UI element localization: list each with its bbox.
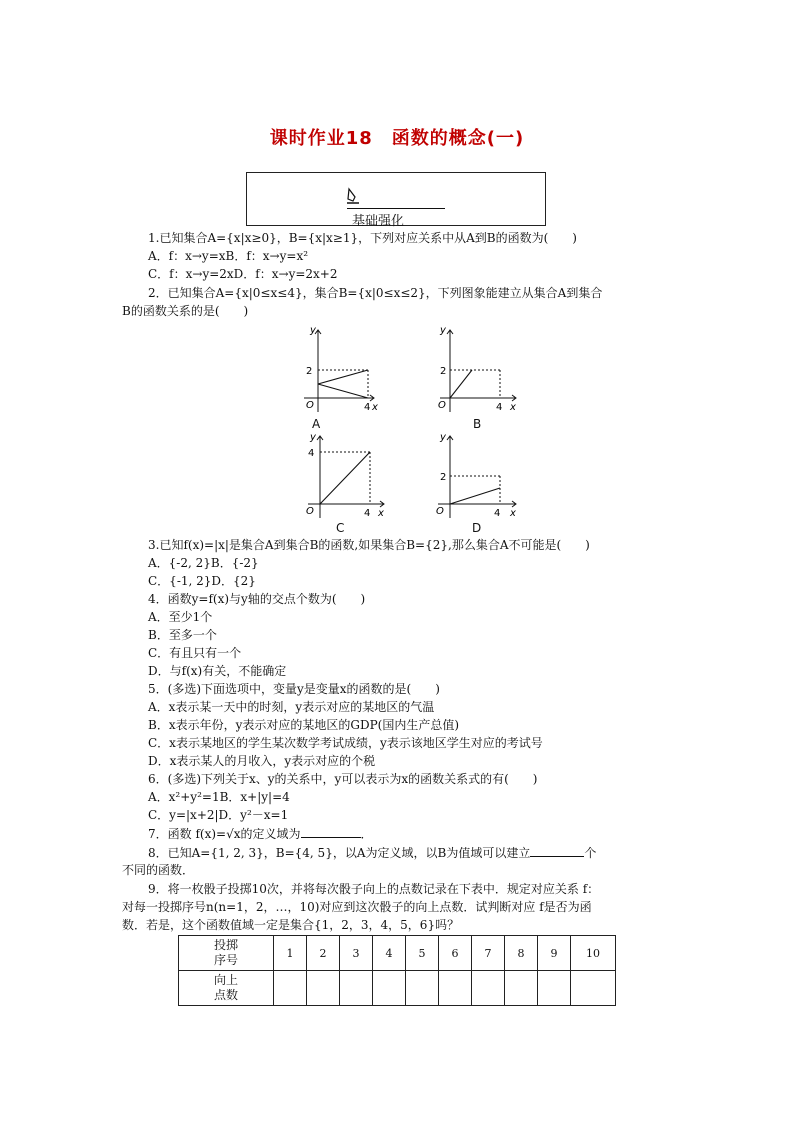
empty-cell[interactable] — [472, 971, 505, 1006]
table-row — [179, 971, 616, 1006]
graph-d — [430, 430, 520, 520]
q2-stem-2: B的函数关系的是( ) — [122, 304, 249, 318]
q1-stem: 1.已知集合A={x|x≥0}，B={x|x≥1}，下列对应关系中从A到B的函数为( ) — [148, 231, 577, 245]
column-header: 5 — [406, 936, 439, 971]
column-header: 4 — [373, 936, 406, 971]
column-header: 7 — [472, 936, 505, 971]
q4-option-d: D．与f(x)有关，不能确定 — [148, 664, 287, 678]
origin-label: O — [436, 506, 444, 517]
page-title: 课时作业18 函数的概念(一) — [269, 128, 525, 149]
x-tick: 4 — [364, 402, 371, 413]
empty-cell[interactable] — [373, 971, 406, 1006]
y-tick: 2 — [440, 472, 447, 483]
column-header: 8 — [505, 936, 538, 971]
empty-cell[interactable] — [307, 971, 340, 1006]
q6-stem: 6．(多选)下列关于x、y的关系中，y可以表示为x的函数关系式的有( ) — [148, 772, 538, 786]
q7-answer-blank — [301, 825, 361, 838]
empty-cell[interactable] — [505, 971, 538, 1006]
q4-option-a: A．至少1个 — [148, 610, 213, 624]
q9-line-1: 9．将一枚骰子投掷10次，并将每次骰子向上的点数记录在下表中．规定对应关系 f： — [148, 882, 600, 896]
q5-option-d: D．x表示某人的月收入，y表示对应的个税 — [148, 754, 376, 768]
y-tick: 2 — [306, 366, 313, 377]
q5-option-a: A．x表示某一天中的时刻，y表示对应的某地区的气温 — [148, 700, 435, 714]
column-header: 9 — [538, 936, 571, 971]
pen-icon — [345, 187, 361, 205]
q8-line-2: 不同的函数． — [122, 863, 195, 877]
q8-answer-blank — [530, 844, 584, 857]
empty-cell[interactable] — [406, 971, 439, 1006]
table-row — [179, 936, 616, 971]
section-banner — [246, 172, 546, 229]
x-axis-label: x — [378, 508, 384, 519]
column-header: 3 — [340, 936, 373, 971]
q4-stem: 4．函数y=f(x)与y轴的交点个数为( ) — [148, 592, 366, 606]
row-header-throw-number: 投掷 序号 — [179, 936, 274, 971]
q1-options-ab: A．f：x→y=xB．f：x→y=x² — [148, 249, 309, 263]
q9-line-2: 对每一投掷序号n(n=1，2，…，10)对应到这次骰子的向上点数．试判断对应 f是否为函 — [122, 900, 592, 914]
graph-a-caption: A — [312, 417, 321, 431]
empty-cell[interactable] — [274, 971, 307, 1006]
graph-b — [432, 322, 522, 414]
q6-options-cd: C．y=|x+2|D．y²－x=1 — [148, 808, 289, 822]
graph-c — [300, 430, 390, 520]
q6-options-ab: A．x²+y²=1B．x+|y|=4 — [148, 790, 290, 804]
x-axis-label: x — [372, 402, 378, 413]
x-tick: 4 — [494, 508, 501, 519]
q3-options-ab: A．{-2, 2}B．{-2} — [148, 556, 259, 570]
graph-b-caption: B — [473, 417, 482, 431]
column-header: 10 — [571, 936, 616, 971]
q8-end: 个 — [584, 846, 597, 860]
empty-cell[interactable] — [538, 971, 571, 1006]
x-axis-label: x — [510, 508, 516, 519]
q7-line — [148, 825, 373, 842]
section-label: 基础强化 — [352, 214, 405, 229]
graph-c-caption: C — [336, 521, 345, 535]
origin-label: O — [306, 400, 314, 411]
row-header-face-up-points: 向上 点数 — [179, 971, 274, 1006]
column-header: 6 — [439, 936, 472, 971]
empty-cell[interactable] — [340, 971, 373, 1006]
x-axis-label: x — [510, 402, 516, 413]
q5-stem: 5．(多选)下面选项中，变量y是变量x的函数的是( ) — [148, 682, 440, 696]
y-axis-label: y — [440, 432, 446, 443]
column-header: 1 — [274, 936, 307, 971]
q5-option-c: C．x表示某地区的学生某次数学考试成绩，y表示该地区学生对应的考试号 — [148, 736, 543, 750]
graph-d-caption: D — [472, 521, 482, 535]
q8-line — [148, 844, 596, 861]
column-header: 2 — [307, 936, 340, 971]
y-tick: 2 — [440, 366, 447, 377]
q4-option-c: C．有且只有一个 — [148, 646, 242, 660]
q3-options-cd: C．{-1, 2}D．{2} — [148, 574, 256, 588]
y-tick: 4 — [308, 448, 315, 459]
q5-option-b: B．x表示年份，y表示对应的某地区的GDP(国内生产总值) — [148, 718, 460, 732]
y-axis-label: y — [310, 432, 316, 443]
q4-option-b: B．至多一个 — [148, 628, 217, 642]
empty-cell[interactable] — [439, 971, 472, 1006]
q1-options-cd: C．f：x→y=2xD．f：x→y=2x+2 — [148, 267, 338, 281]
origin-label: O — [306, 506, 314, 517]
q7-end: ． — [360, 827, 373, 841]
q3-stem: 3.已知f(x)=|x|是集合A到集合B的函数,如果集合B={2},那么集合A不可能是( ) — [148, 538, 590, 552]
q7-stem: 7．函数 f(x)=√x的定义域为 — [148, 827, 301, 841]
graph-a — [296, 322, 376, 414]
origin-label: O — [438, 400, 446, 411]
empty-cell[interactable] — [571, 971, 616, 1006]
y-axis-label: y — [440, 325, 446, 336]
q8-stem: 8．已知A={1, 2, 3}，B={4, 5}，以A为定义域，以B为值域可以建立 — [148, 846, 531, 860]
dice-table — [178, 935, 616, 1006]
x-tick: 4 — [364, 508, 371, 519]
x-tick: 4 — [496, 402, 503, 413]
q9-line-3: 数．若是，这个函数值域一定是集合{1，2，3，4，5，6}吗？ — [122, 918, 460, 932]
q2-stem-1: 2．已知集合A={x|0≤x≤4}，集合B={x|0≤x≤2}，下列图象能建立从集合A到集合 — [148, 286, 603, 300]
y-axis-label: y — [310, 325, 316, 336]
banner-rule — [347, 208, 445, 209]
